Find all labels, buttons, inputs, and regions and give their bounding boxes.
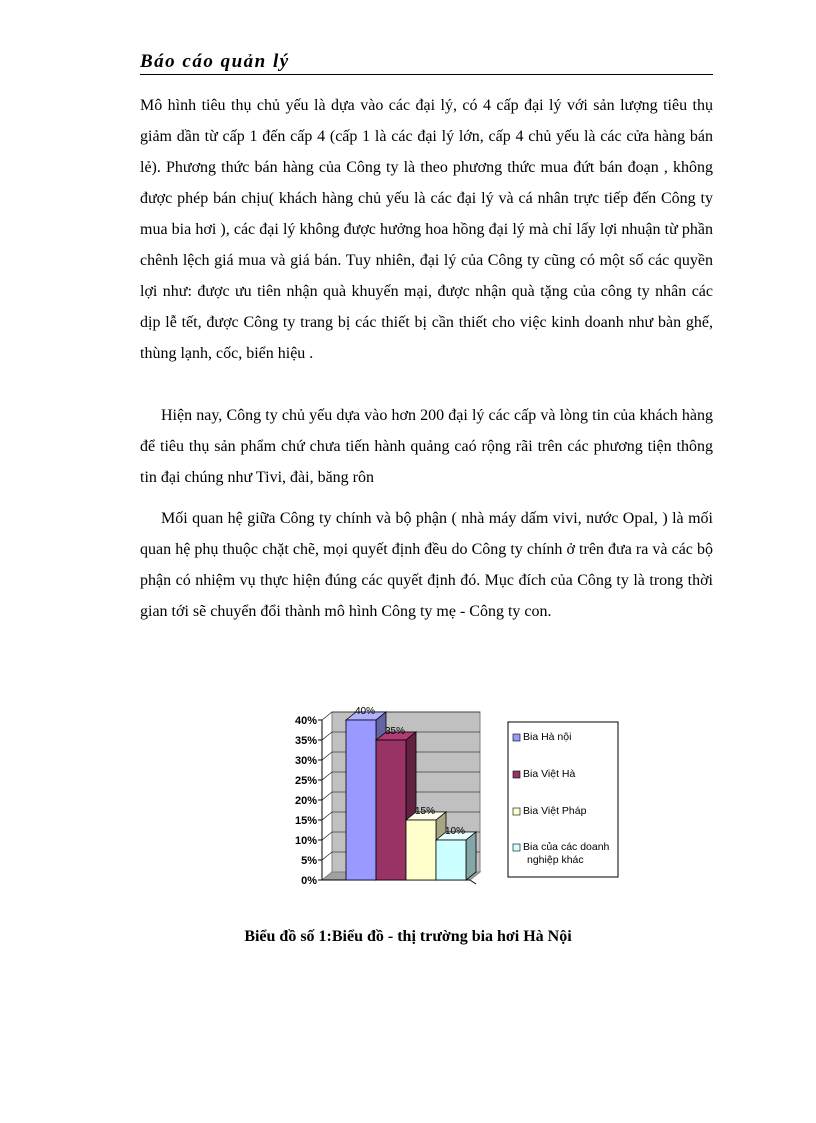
legend-swatch — [513, 844, 520, 851]
bar-side — [466, 832, 476, 880]
bar — [376, 740, 406, 880]
y-tick-label: 5% — [301, 855, 317, 867]
y-tick-label: 30% — [294, 755, 317, 767]
bar — [406, 820, 436, 880]
bar — [346, 720, 376, 880]
y-tick-label: 15% — [294, 815, 317, 827]
chart-caption: Biểu đồ số 1:Biểu đồ - thị trường bia hơi Hà Nội — [244, 928, 572, 945]
data-label: 15% — [414, 806, 436, 817]
legend-label: Bia Việt Pháp — [523, 805, 587, 817]
market-share-chart — [270, 700, 630, 900]
y-tick-label: 35% — [294, 735, 317, 747]
legend-label: Bia Hà nội — [523, 731, 572, 743]
paragraph-company-relations: Mối quan hệ giữa Công ty chính và bộ phận ( nhà máy dấm vivi, nước Opal, ) là mối quan hệ phụ thuộc chặt chẽ, mọi quyết định đều do Công ty chính ở trên đưa ra và các bộ phận có nhiệm vụ thực hiện đúng các quyết định đó. Mục đích của Công ty là trong thời gian tới sẽ chuyển đổi thành mô hình Công ty mẹ - Công ty con. — [140, 510, 713, 620]
paragraph-agents: Hiện nay, Công ty chủ yếu dựa vào hơn 200 đại lý các cấp và lòng tin của khách hàng để tiêu thụ sản phẩm chứ chưa tiến hành quảng caó rộng rãi trên các phương tiện thông tin đại chúng như Tivi, đài, băng rôn — [140, 407, 713, 486]
legend-label: Bia của các doanh nghiệp khác — [523, 841, 610, 866]
paragraph-distribution-model: Mô hình tiêu thụ chủ yếu là dựa vào các đại lý, có 4 cấp đại lý với sản lượng tiêu thụ giảm dần từ cấp 1 đến cấp 4 (cấp 1 là các đại lý lớn, cấp 4 chủ yếu là các cửa hàng bán lẻ). Phương thức bán hàng của Công ty là theo phương thức mua đứt bán đoạn , không được phép bán chịu( khách hàng chủ yếu là các đại lý và cá nhân trực tiếp đến Công ty mua bia hơi ), các đại lý không được hưởng hoa hồng đại lý mà chỉ lấy lợi nhuận từ phần chênh lệch giá mua và giá bán. Tuy nhiên, đại lý của Công ty cũng có một số các quyền lợi như: được ưu tiên nhận quà khuyến mại, được nhận quà tặng của công ty nhân các dịp lễ tết, được Công ty trang bị các thiết bị cần thiết cho việc kinh doanh như bàn ghế, thùng lạnh, cốc, biển hiệu . — [140, 97, 713, 362]
y-tick-label: 25% — [294, 775, 317, 787]
legend-swatch — [513, 808, 520, 815]
data-label: 40% — [354, 706, 376, 717]
page-header: Báo cáo quản lý — [140, 50, 713, 75]
y-tick-label: 40% — [294, 715, 317, 727]
y-tick-label: 10% — [294, 835, 317, 847]
bar — [436, 840, 466, 880]
x-axis-end-tick — [470, 880, 476, 884]
chart-svg — [270, 700, 630, 900]
data-label: 35% — [384, 726, 406, 737]
y-tick-label: 20% — [294, 795, 317, 807]
legend-label: Bia Việt Hà — [523, 768, 576, 780]
legend-swatch — [513, 771, 520, 778]
data-label: 10% — [444, 826, 466, 837]
legend-swatch — [513, 734, 520, 741]
y-tick-label: 0% — [301, 875, 317, 887]
